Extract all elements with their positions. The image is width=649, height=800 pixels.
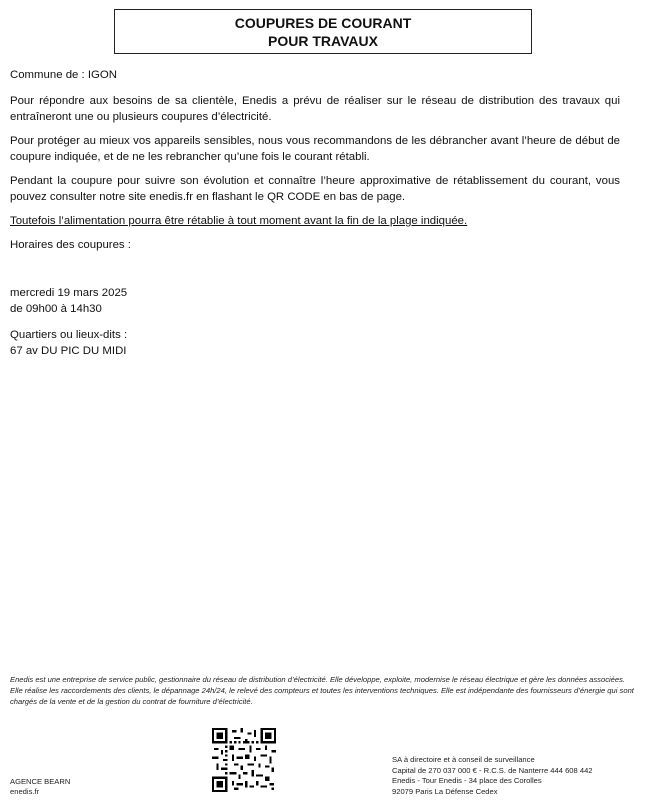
company-line-2: Capital de 270 037 000 € - R.C.S. de Nanterre 444 608 442 bbox=[392, 765, 593, 775]
company-line-4: 92079 Paris La Défense Cedex bbox=[392, 786, 498, 796]
paragraph-3: Pendant la coupure pour suivre son évolution et connaître l’heure approximative de rétablissement du courant, vous pouvez consulter notre site enedis.fr en flashant le QR CODE en bas de page. bbox=[10, 175, 620, 203]
paragraph-1: Pour répondre aux besoins de sa clientèle, Enedis a prévu de réaliser sur le réseau de distribution des travaux qui entraîneront une ou plusieurs coupures d’électricité. bbox=[10, 95, 620, 123]
paragraph-2: Pour protéger au mieux vos appareils sensibles, nous vous recommandons de les débrancher avant l’heure de début de coupure indiquée, et de ne les rebrancher qu’une fois le courant rétabli. bbox=[10, 135, 620, 163]
locations-address: 67 av DU PIC DU MIDI bbox=[10, 345, 127, 357]
company-line-1: SA à directoire et à conseil de surveillance bbox=[392, 755, 535, 764]
agency-name: AGENCE BEARN bbox=[10, 777, 71, 786]
company-line-3: Enedis - Tour Enedis - 34 place des Corolles bbox=[392, 776, 542, 785]
agency-website: enedis.fr bbox=[10, 787, 40, 796]
title-line-2: POUR TRAVAUX bbox=[268, 33, 378, 49]
commune-line: Commune de : IGON bbox=[10, 69, 117, 81]
paragraph-4-warning: Toutefois l’alimentation pourra être rétablie à tout moment avant la fin de la plage indiquée. bbox=[10, 215, 468, 227]
footer-legal-note: Enedis est une entreprise de service public, gestionnaire du réseau de distribution d’électricité. Elle développe, exploite, modernise le réseau électrique et gère les données associées. Elle réalise les raccordements des clients, le dépannage 24h/24, le relevé des compteurs et toutes les interventions techniques. Elle est indépendante des fournisseurs d’énergie qui sont chargés de la vente et de la gestion du contrat de fourniture d’électricité. bbox=[10, 675, 634, 706]
agency-block bbox=[10, 777, 70, 797]
schedule-time: de 09h00 à 14h30 bbox=[10, 303, 102, 315]
title-box bbox=[114, 9, 532, 54]
title-line-1: COUPURES DE COURANT bbox=[234, 15, 412, 31]
qr-code-icon[interactable] bbox=[212, 728, 276, 792]
notice-body bbox=[10, 67, 620, 359]
company-info-block bbox=[392, 755, 593, 797]
locations-heading: Quartiers ou lieux-dits : bbox=[10, 329, 128, 341]
schedule-heading: Horaires des coupures : bbox=[10, 239, 131, 251]
schedule-date: mercredi 19 mars 2025 bbox=[10, 287, 128, 299]
